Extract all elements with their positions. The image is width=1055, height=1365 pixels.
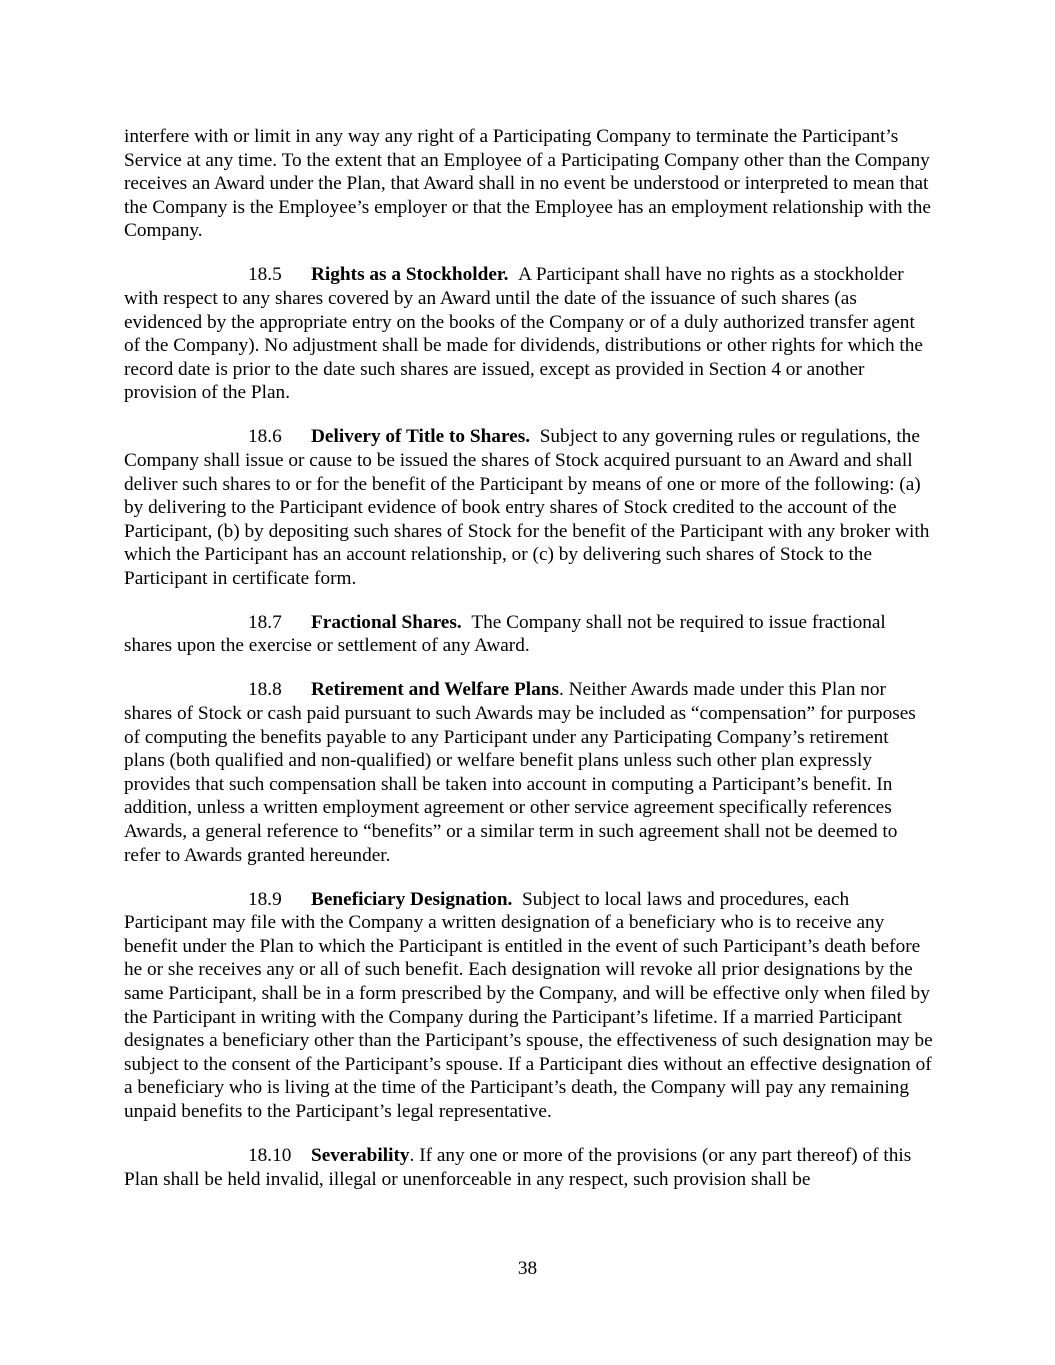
section-text: . If any one or more of the provisions (or any part thereof) of this Plan shall be held invalid, illegal or unenforceable in any respect, such provision shall be bbox=[124, 1144, 912, 1190]
section-18-6 bbox=[124, 425, 934, 590]
section-title: Beneficiary Designation. bbox=[311, 888, 513, 910]
section-text: . Neither Awards made under this Plan nor shares of Stock or cash paid pursuant to such Awards may be included as “compensation” for purposes of computing the benefits payable to any Participant under any Participating Company’s retirement plans (both qualified and non-qualified) or welfare benefit plans unless such other plan expressly provides that such compensation shall be taken into account in computing a Participant’s benefit. In addition, unless a written employment agreement or other service agreement specifically references Awards, a general reference to “benefits” or a similar term in such agreement shall not be deemed to refer to Awards granted hereunder. bbox=[124, 679, 916, 866]
page-number: 38 bbox=[517, 1258, 538, 1279]
lead-paragraph: interfere with or limit in any way any right of a Participating Company to terminate the Participant’s Service at any time. To the extent that an Employee of a Participating Company other than the Company receives an Award under the Plan, that Award shall in no event be understood or interpreted to mean that the Company is the Employee’s employer or that the Employee has an employment relationship with the Company. bbox=[124, 126, 931, 242]
section-18-9 bbox=[124, 888, 934, 1124]
section-number: 18.6 bbox=[248, 426, 282, 448]
section-18-7 bbox=[124, 611, 934, 658]
section-text: The Company shall not be required to issue fractional shares upon the exercise or settlement of any Award. bbox=[124, 611, 886, 657]
document-page bbox=[124, 125, 934, 1211]
section-number: 18.7 bbox=[248, 611, 282, 633]
section-number: 18.9 bbox=[248, 888, 282, 910]
section-18-8 bbox=[124, 678, 934, 867]
section-number: 18.8 bbox=[248, 679, 282, 701]
section-text: A Participant shall have no rights as a stockholder with respect to any shares covered by an Award until the date of the issuance of such shares (as evidenced by the appropriate entry on the books of the Company or of a duly authorized transfer agent of the Company). No adjustment shall be made for dividends, distributions or other rights for which the record date is prior to the date such shares are issued, except as provided in Section 4 or another provision of the Plan. bbox=[124, 264, 923, 404]
section-18-5 bbox=[124, 263, 934, 405]
section-18-10 bbox=[124, 1144, 934, 1191]
section-text: Subject to local laws and procedures, each Participant may file with the Company a written designation of a beneficiary who is to receive any benefit under the Plan to which the Participant is entitled in the event of such Participant’s death before he or she receives any or all of such benefit. Each designation will revoke all prior designations by the same Participant, shall be in a form prescribed by the Company, and will be effective only when filed by the Participant in writing with the Company during the Participant’s lifetime. If a married Participant designates a beneficiary other than the Participant’s spouse, the effectiveness of such designation may be subject to the consent of the Participant’s spouse. If a Participant dies without an effective designation of a beneficiary who is living at the time of the Participant’s death, the Company will pay any remaining unpaid benefits to the Participant’s legal representative. bbox=[124, 888, 933, 1122]
section-number: 18.5 bbox=[248, 264, 282, 286]
section-title: Fractional Shares. bbox=[311, 611, 462, 633]
section-title: Delivery of Title to Shares. bbox=[311, 426, 531, 448]
section-title: Rights as a Stockholder. bbox=[311, 264, 509, 286]
section-text: Subject to any governing rules or regulations, the Company shall issue or cause to be issued the shares of Stock acquired pursuant to an Award and shall deliver such shares to or for the benefit of the Participant by means of one or more of the following: (a) by delivering to the Participant evidence of book entry shares of Stock credited to the account of the Participant, (b) by depositing such shares of Stock for the benefit of the Participant with any broker with which the Participant has an account relationship, or (c) by delivering such shares of Stock to the Participant in certificate form. bbox=[124, 426, 930, 589]
section-title: Retirement and Welfare Plans bbox=[311, 679, 559, 701]
section-number: 18.10 bbox=[248, 1144, 292, 1166]
section-title: Severability bbox=[311, 1144, 410, 1166]
